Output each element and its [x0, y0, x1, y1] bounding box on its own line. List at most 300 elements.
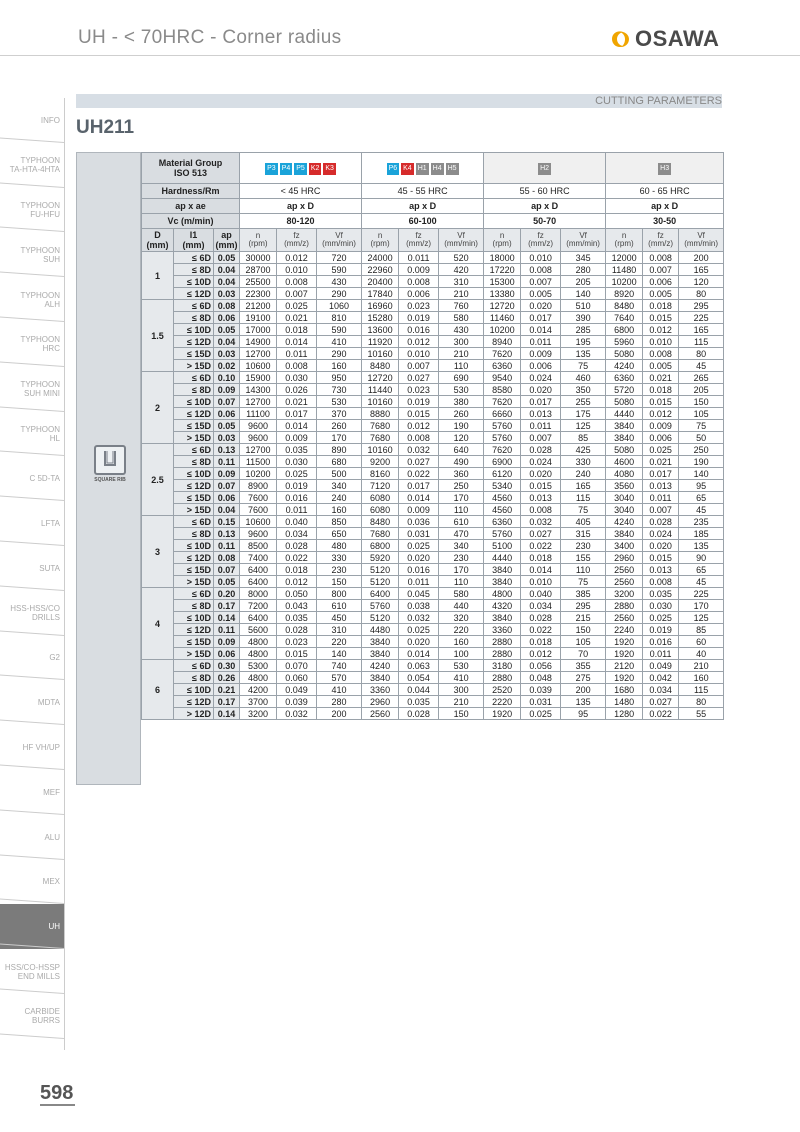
- value-cell: 100: [439, 648, 484, 660]
- value-cell: 315: [561, 528, 606, 540]
- value-cell: 5080: [606, 396, 643, 408]
- material-chip: K2: [309, 163, 322, 175]
- side-tab-6[interactable]: TYPHOON SUH MINI: [0, 367, 64, 412]
- value-cell: 390: [561, 312, 606, 324]
- value-cell: 320: [439, 612, 484, 624]
- value-cell: 235: [679, 516, 724, 528]
- column-header: [142, 229, 174, 252]
- value-cell: 170: [317, 432, 362, 444]
- value-cell: 300: [439, 684, 484, 696]
- value-cell: 760: [439, 300, 484, 312]
- value-cell: 260: [439, 408, 484, 420]
- column-header-unit: (mm/min): [322, 239, 356, 248]
- material-group-cell: [606, 153, 724, 184]
- value-cell: 65: [679, 564, 724, 576]
- value-cell: 0.025: [277, 300, 317, 312]
- table-row: [142, 468, 724, 480]
- value-cell: 20400: [362, 276, 399, 288]
- value-cell: 0.006: [643, 276, 679, 288]
- value-cell: 265: [679, 372, 724, 384]
- value-cell: 0.043: [277, 600, 317, 612]
- value-cell: 60: [679, 636, 724, 648]
- value-cell: 3040: [606, 504, 643, 516]
- l1-cell: ≤ 15D: [174, 492, 214, 504]
- material-group-cell: [362, 153, 484, 184]
- value-cell: 11920: [362, 336, 399, 348]
- ap-cell: 0.21: [214, 684, 240, 696]
- l1-cell: > 15D: [174, 432, 214, 444]
- table-row: [142, 696, 724, 708]
- value-cell: 225: [679, 312, 724, 324]
- l1-cell: > 15D: [174, 576, 214, 588]
- column-header: [484, 229, 521, 252]
- value-cell: 4440: [484, 552, 521, 564]
- material-chip: K3: [323, 163, 336, 175]
- l1-cell: ≤ 8D: [174, 528, 214, 540]
- ap-cell: 0.09: [214, 636, 240, 648]
- table-row: [142, 504, 724, 516]
- value-cell: 6400: [240, 564, 277, 576]
- value-cell: 0.034: [521, 600, 561, 612]
- value-cell: 0.012: [277, 576, 317, 588]
- side-tab-19[interactable]: HSS/CO-HSSP END MILLS: [0, 949, 64, 994]
- side-tab-18[interactable]: UH: [0, 904, 64, 949]
- value-cell: 170: [439, 564, 484, 576]
- column-header-unit: (mm/z): [406, 239, 431, 248]
- value-cell: 4480: [362, 624, 399, 636]
- side-tab-5[interactable]: TYPHOON HRC: [0, 322, 64, 367]
- value-cell: 255: [561, 396, 606, 408]
- table-row: [142, 276, 724, 288]
- l1-cell: ≤ 8D: [174, 384, 214, 396]
- table-row: [142, 576, 724, 588]
- table-row: [142, 264, 724, 276]
- value-cell: 4240: [606, 360, 643, 372]
- value-cell: 0.019: [277, 480, 317, 492]
- value-cell: 0.014: [277, 336, 317, 348]
- value-cell: 0.012: [643, 408, 679, 420]
- value-cell: 730: [317, 384, 362, 396]
- value-cell: 240: [561, 468, 606, 480]
- column-header-name: n: [621, 231, 627, 240]
- value-cell: 0.025: [277, 468, 317, 480]
- value-cell: 12700: [240, 444, 277, 456]
- value-cell: 0.049: [643, 660, 679, 672]
- value-cell: 45: [679, 504, 724, 516]
- value-cell: 0.034: [277, 528, 317, 540]
- hardness-row-value: 60 - 65 HRC: [606, 184, 724, 199]
- value-cell: 590: [317, 324, 362, 336]
- l1-cell: ≤ 12D: [174, 336, 214, 348]
- ap-cell: 0.10: [214, 372, 240, 384]
- value-cell: 0.014: [399, 492, 439, 504]
- material-chip: K4: [401, 163, 414, 175]
- value-cell: 4240: [362, 660, 399, 672]
- ap-cell: 0.06: [214, 492, 240, 504]
- column-header: [240, 229, 277, 252]
- value-cell: 0.018: [643, 300, 679, 312]
- value-cell: 15900: [240, 372, 277, 384]
- material-chip: H2: [538, 163, 551, 175]
- value-cell: 0.035: [277, 444, 317, 456]
- value-cell: 0.006: [643, 432, 679, 444]
- value-cell: 340: [439, 540, 484, 552]
- side-tab-14[interactable]: HF VH/UP: [0, 725, 64, 770]
- value-cell: 5960: [606, 336, 643, 348]
- value-cell: 0.014: [521, 324, 561, 336]
- value-cell: 0.024: [521, 456, 561, 468]
- value-cell: 0.014: [521, 564, 561, 576]
- value-cell: 95: [679, 480, 724, 492]
- value-cell: 7620: [484, 396, 521, 408]
- column-header-row: [142, 229, 724, 252]
- value-cell: 6080: [362, 504, 399, 516]
- value-cell: 280: [317, 696, 362, 708]
- table-row: [142, 312, 724, 324]
- value-cell: 110: [439, 504, 484, 516]
- tool-icon-wrap: [93, 445, 127, 485]
- value-cell: 0.028: [643, 516, 679, 528]
- value-cell: 0.017: [521, 312, 561, 324]
- value-cell: 4560: [484, 492, 521, 504]
- side-tab-7[interactable]: TYPHOON HL: [0, 412, 64, 457]
- value-cell: 490: [439, 456, 484, 468]
- table-row: [142, 300, 724, 312]
- value-cell: 580: [439, 312, 484, 324]
- side-tab-3[interactable]: TYPHOON SUH: [0, 232, 64, 277]
- ap-cell: 0.30: [214, 660, 240, 672]
- value-cell: 5600: [240, 624, 277, 636]
- material-group-cell: [484, 153, 606, 184]
- value-cell: 5760: [484, 420, 521, 432]
- ap-cell: 0.07: [214, 396, 240, 408]
- value-cell: 0.010: [521, 252, 561, 264]
- value-cell: 0.028: [521, 444, 561, 456]
- side-tab-0[interactable]: INFO: [0, 98, 64, 143]
- value-cell: 3840: [606, 528, 643, 540]
- value-cell: 4200: [240, 684, 277, 696]
- value-cell: 6800: [362, 540, 399, 552]
- ap-cell: 0.13: [214, 444, 240, 456]
- vc-row-value: 30-50: [606, 214, 724, 229]
- value-cell: 0.013: [643, 564, 679, 576]
- value-cell: 0.031: [399, 528, 439, 540]
- value-cell: 0.007: [521, 276, 561, 288]
- value-cell: 2120: [606, 660, 643, 672]
- value-cell: 295: [679, 300, 724, 312]
- value-cell: 0.035: [643, 588, 679, 600]
- side-tab-13[interactable]: MDTA: [0, 680, 64, 725]
- value-cell: 5080: [606, 444, 643, 456]
- value-cell: 0.048: [521, 672, 561, 684]
- value-cell: 165: [561, 480, 606, 492]
- value-cell: 7400: [240, 552, 277, 564]
- value-cell: 680: [317, 456, 362, 468]
- value-cell: 205: [561, 276, 606, 288]
- value-cell: 0.012: [277, 252, 317, 264]
- l1-cell: ≤ 12D: [174, 696, 214, 708]
- value-cell: 0.020: [643, 540, 679, 552]
- ap-cell: 0.09: [214, 384, 240, 396]
- value-cell: 3180: [484, 660, 521, 672]
- value-cell: 12700: [240, 348, 277, 360]
- value-cell: 3840: [484, 612, 521, 624]
- side-tab-11[interactable]: HSS-HSS/CO DRILLS: [0, 591, 64, 636]
- value-cell: 530: [439, 660, 484, 672]
- value-cell: 3200: [606, 588, 643, 600]
- side-tab-20[interactable]: CARBIDE BURRS: [0, 994, 64, 1039]
- value-cell: 0.023: [399, 300, 439, 312]
- value-cell: 350: [561, 384, 606, 396]
- value-cell: 260: [317, 420, 362, 432]
- value-cell: 890: [317, 444, 362, 456]
- l1-cell: ≤ 10D: [174, 684, 214, 696]
- value-cell: 10160: [362, 444, 399, 456]
- value-cell: 5760: [362, 600, 399, 612]
- table-row: [142, 540, 724, 552]
- value-cell: 6400: [240, 576, 277, 588]
- l1-cell: ≤ 15D: [174, 348, 214, 360]
- value-cell: 0.022: [643, 708, 679, 720]
- value-cell: 0.016: [277, 492, 317, 504]
- value-cell: 8160: [362, 468, 399, 480]
- value-cell: 355: [561, 660, 606, 672]
- value-cell: 0.011: [277, 348, 317, 360]
- value-cell: 0.039: [277, 696, 317, 708]
- value-cell: 15280: [362, 312, 399, 324]
- column-header-unit: (rpm): [614, 239, 634, 248]
- side-tab-17[interactable]: MEX: [0, 860, 64, 905]
- value-cell: 230: [561, 540, 606, 552]
- value-cell: 0.034: [643, 684, 679, 696]
- value-cell: 160: [317, 360, 362, 372]
- side-tab-10[interactable]: SUTA: [0, 546, 64, 591]
- value-cell: 10160: [362, 396, 399, 408]
- value-cell: 7600: [240, 492, 277, 504]
- side-tab-2[interactable]: TYPHOON FU-HFU: [0, 188, 64, 233]
- value-cell: 0.056: [521, 660, 561, 672]
- column-header-name: n: [377, 231, 383, 240]
- table-row: [142, 372, 724, 384]
- side-tab-12[interactable]: G2: [0, 636, 64, 681]
- apae-row: [142, 199, 724, 214]
- value-cell: 0.009: [643, 420, 679, 432]
- value-cell: 0.010: [643, 336, 679, 348]
- value-cell: 0.009: [399, 264, 439, 276]
- value-cell: 200: [561, 684, 606, 696]
- value-cell: 330: [561, 456, 606, 468]
- table-row: [142, 336, 724, 348]
- value-cell: 0.008: [521, 264, 561, 276]
- ap-cell: 0.05: [214, 252, 240, 264]
- value-cell: 75: [561, 360, 606, 372]
- osawa-logo-icon: [608, 28, 632, 50]
- value-cell: 8480: [362, 516, 399, 528]
- value-cell: 190: [439, 420, 484, 432]
- table-row: [142, 672, 724, 684]
- column-header-unit: (mm/min): [566, 239, 600, 248]
- value-cell: 3840: [362, 636, 399, 648]
- value-cell: 115: [679, 336, 724, 348]
- side-tab-9[interactable]: LFTA: [0, 501, 64, 546]
- value-cell: 0.016: [643, 636, 679, 648]
- l1-cell: ≤ 12D: [174, 624, 214, 636]
- value-cell: 0.028: [277, 624, 317, 636]
- value-cell: 1480: [606, 696, 643, 708]
- value-cell: 17000: [240, 324, 277, 336]
- apae-row-value: ap x D: [606, 199, 724, 214]
- value-cell: 0.027: [643, 696, 679, 708]
- value-cell: 110: [561, 564, 606, 576]
- value-cell: 440: [439, 600, 484, 612]
- table-row: [142, 324, 724, 336]
- value-cell: 8900: [240, 480, 277, 492]
- value-cell: 0.036: [399, 516, 439, 528]
- value-cell: 210: [439, 288, 484, 300]
- value-cell: 0.017: [277, 408, 317, 420]
- value-cell: 12700: [240, 396, 277, 408]
- value-cell: 12000: [606, 252, 643, 264]
- value-cell: 0.028: [277, 540, 317, 552]
- value-cell: 6360: [484, 360, 521, 372]
- ap-cell: 0.07: [214, 480, 240, 492]
- hardness-row-value: 55 - 60 HRC: [484, 184, 606, 199]
- value-cell: 150: [679, 396, 724, 408]
- table-row: [142, 408, 724, 420]
- value-cell: 10160: [362, 348, 399, 360]
- table-row: [142, 456, 724, 468]
- cutting-parameters-table: [141, 152, 724, 720]
- value-cell: 4600: [606, 456, 643, 468]
- value-cell: 0.005: [521, 288, 561, 300]
- value-cell: 4080: [606, 468, 643, 480]
- value-cell: 410: [317, 684, 362, 696]
- value-cell: 230: [439, 552, 484, 564]
- value-cell: 690: [439, 372, 484, 384]
- value-cell: 460: [561, 372, 606, 384]
- value-cell: 155: [561, 552, 606, 564]
- value-cell: 280: [561, 264, 606, 276]
- value-cell: 14900: [240, 336, 277, 348]
- l1-cell: > 12D: [174, 708, 214, 720]
- tool-icon-caption: SQUARE RIB: [94, 477, 126, 483]
- value-cell: 0.070: [277, 660, 317, 672]
- value-cell: 6080: [362, 492, 399, 504]
- value-cell: 5760: [484, 432, 521, 444]
- column-header-name: Vf: [457, 231, 465, 240]
- value-cell: 720: [317, 252, 362, 264]
- value-cell: 7600: [240, 504, 277, 516]
- value-cell: 0.025: [521, 708, 561, 720]
- value-cell: 0.008: [643, 348, 679, 360]
- value-cell: 3840: [362, 672, 399, 684]
- l1-cell: ≤ 8D: [174, 264, 214, 276]
- value-cell: 0.028: [399, 708, 439, 720]
- value-cell: 2520: [484, 684, 521, 696]
- value-cell: 0.011: [521, 420, 561, 432]
- value-cell: 0.021: [277, 396, 317, 408]
- value-cell: 3840: [484, 564, 521, 576]
- value-cell: 0.010: [521, 576, 561, 588]
- value-cell: 6120: [484, 468, 521, 480]
- value-cell: 75: [561, 504, 606, 516]
- value-cell: 4800: [240, 672, 277, 684]
- side-tab-15[interactable]: MEF: [0, 770, 64, 815]
- ap-cell: 0.09: [214, 468, 240, 480]
- l1-cell: > 15D: [174, 360, 214, 372]
- l1-cell: ≤ 15D: [174, 636, 214, 648]
- value-cell: 5920: [362, 552, 399, 564]
- value-cell: 2880: [606, 600, 643, 612]
- value-cell: 95: [561, 708, 606, 720]
- value-cell: 3360: [484, 624, 521, 636]
- value-cell: 4320: [484, 600, 521, 612]
- value-cell: 5120: [362, 612, 399, 624]
- value-cell: 185: [679, 528, 724, 540]
- side-tab-4[interactable]: TYPHOON ALH: [0, 277, 64, 322]
- vc-row-label: Vc (m/min): [142, 214, 240, 229]
- value-cell: 610: [317, 600, 362, 612]
- value-cell: 0.020: [399, 552, 439, 564]
- value-cell: 14300: [240, 384, 277, 396]
- value-cell: 1920: [606, 672, 643, 684]
- side-tab-16[interactable]: ALU: [0, 815, 64, 860]
- l1-cell: ≤ 12D: [174, 552, 214, 564]
- page-number: 598: [40, 1082, 74, 1104]
- value-cell: 80: [679, 696, 724, 708]
- table-row: [142, 588, 724, 600]
- value-cell: 90: [679, 552, 724, 564]
- table-row: [142, 288, 724, 300]
- value-cell: 345: [561, 252, 606, 264]
- value-cell: 8940: [484, 336, 521, 348]
- column-header: [521, 229, 561, 252]
- value-cell: 175: [561, 408, 606, 420]
- hardness-row-value: < 45 HRC: [240, 184, 362, 199]
- value-cell: 330: [317, 552, 362, 564]
- value-cell: 7120: [362, 480, 399, 492]
- value-cell: 0.025: [643, 612, 679, 624]
- column-header-name: fz: [537, 231, 544, 240]
- l1-cell: ≤ 10D: [174, 396, 214, 408]
- value-cell: 28700: [240, 264, 277, 276]
- value-cell: 250: [439, 480, 484, 492]
- value-cell: 190: [679, 456, 724, 468]
- value-cell: 8500: [240, 540, 277, 552]
- l1-cell: ≤ 12D: [174, 408, 214, 420]
- value-cell: 215: [561, 612, 606, 624]
- value-cell: 0.008: [643, 576, 679, 588]
- value-cell: 7620: [484, 444, 521, 456]
- value-cell: 0.032: [399, 444, 439, 456]
- side-tab-1[interactable]: TYPHOON TA-HTA-4HTA: [0, 143, 64, 188]
- side-tab-8[interactable]: C 5D-TA: [0, 456, 64, 501]
- value-cell: 0.006: [399, 288, 439, 300]
- value-cell: 140: [561, 288, 606, 300]
- value-cell: 275: [561, 672, 606, 684]
- value-cell: 210: [439, 696, 484, 708]
- value-cell: 3560: [606, 480, 643, 492]
- value-cell: 0.032: [399, 612, 439, 624]
- column-header-name: D: [154, 230, 161, 240]
- value-cell: 0.019: [399, 312, 439, 324]
- value-cell: 5100: [484, 540, 521, 552]
- value-cell: 420: [439, 264, 484, 276]
- value-cell: 300: [439, 336, 484, 348]
- column-header-name: Vf: [697, 231, 705, 240]
- value-cell: 2560: [606, 612, 643, 624]
- value-cell: 8580: [484, 384, 521, 396]
